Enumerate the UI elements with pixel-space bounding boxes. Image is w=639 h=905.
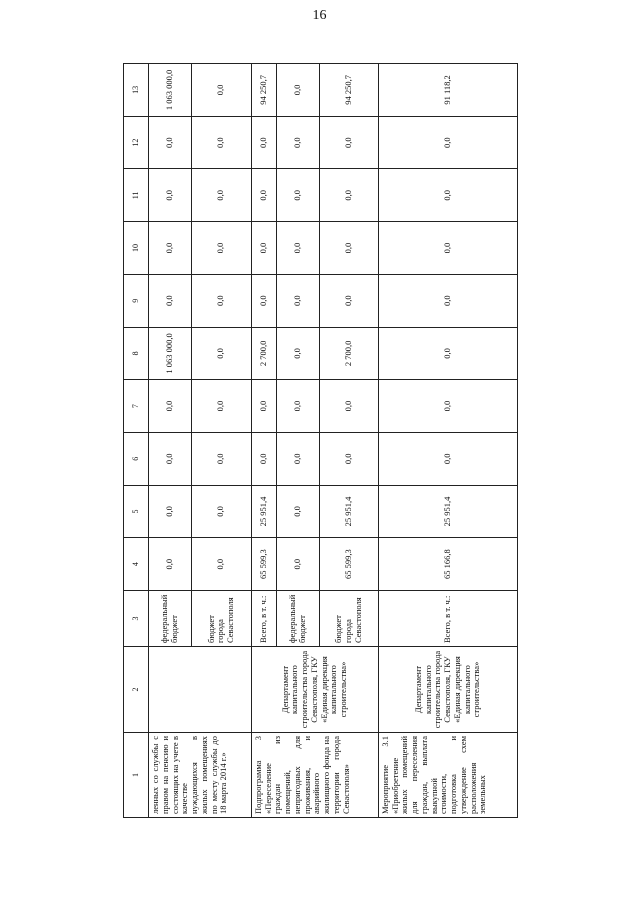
header-cell: 4: [124, 538, 149, 591]
value-cell: 0,0: [277, 116, 319, 169]
header-cell: 9: [124, 274, 149, 327]
value-cell: 0,0: [319, 169, 378, 222]
value-cell: 25 951,4: [378, 485, 517, 538]
value-cell: 1 063 000,0: [149, 327, 192, 380]
executor-cell: Департамент капитального строительства города Севастополя, ГКУ «Единая дирекция капитального строительства»: [378, 647, 517, 733]
value-cell: 0,0: [277, 380, 319, 433]
value-cell: 0,0: [277, 169, 319, 222]
header-cell: 6: [124, 432, 149, 485]
value-cell: 0,0: [378, 380, 517, 433]
value-cell: 0,0: [149, 274, 192, 327]
table-wrapper: [123, 63, 639, 814]
value-cell: 0,0: [191, 274, 251, 327]
header-cell: 12: [124, 116, 149, 169]
value-cell: 65 599,3: [319, 538, 378, 591]
value-cell: 94 250,7: [319, 64, 378, 117]
value-cell: 0,0: [149, 485, 192, 538]
value-cell: 0,0: [378, 274, 517, 327]
header-cell: 2: [124, 647, 149, 733]
value-cell: 0,0: [378, 169, 517, 222]
value-cell: 0,0: [191, 169, 251, 222]
budget-table: [123, 63, 518, 818]
value-cell: 65 166,8: [378, 538, 517, 591]
table-row: [251, 64, 276, 818]
value-cell: 0,0: [319, 274, 378, 327]
value-cell: 65 599,3: [251, 538, 276, 591]
value-cell: 0,0: [191, 432, 251, 485]
value-cell: 0,0: [277, 222, 319, 275]
value-cell: 2 700,0: [251, 327, 276, 380]
value-cell: 0,0: [191, 327, 251, 380]
header-cell: 1: [124, 733, 149, 818]
value-cell: 0,0: [319, 116, 378, 169]
value-cell: 0,0: [149, 380, 192, 433]
value-cell: 0,0: [277, 538, 319, 591]
value-cell: 0,0: [149, 222, 192, 275]
value-cell: 1 063 000,0: [149, 64, 192, 117]
value-cell: 0,0: [378, 432, 517, 485]
item-name-cell: Подпрограмма 3 «Переселение граждан из помещений, непригодных для проживания, и аварийного жилищного фонда на территории города Севастополя»: [251, 733, 378, 818]
value-cell: 0,0: [251, 380, 276, 433]
header-row: [124, 64, 149, 818]
item-name-cell: ленных со службы с правом на пенсию и состоящих на учете в качестве нуждающихся в жилых помещениях по месту службы до 18 марта 2014 г.»: [149, 733, 252, 818]
header-cell: 5: [124, 485, 149, 538]
header-cell: 13: [124, 64, 149, 117]
value-cell: 0,0: [277, 327, 319, 380]
header-cell: 7: [124, 380, 149, 433]
value-cell: 0,0: [149, 432, 192, 485]
funding-source-cell: федеральный бюджет: [277, 591, 319, 647]
funding-source-cell: бюджет города Севастополя: [191, 591, 251, 647]
funding-source-cell: федеральный бюджет: [149, 591, 192, 647]
value-cell: 0,0: [319, 380, 378, 433]
value-cell: 0,0: [378, 222, 517, 275]
value-cell: 0,0: [149, 116, 192, 169]
funding-source-cell: Всего, в т. ч.:: [378, 591, 517, 647]
executor-cell: Департамент капитального строительства города Севастополя, ГКУ «Единая дирекция капитального строительства»: [251, 647, 378, 733]
value-cell: 25 951,4: [319, 485, 378, 538]
value-cell: 0,0: [251, 222, 276, 275]
value-cell: 0,0: [149, 538, 192, 591]
header-cell: 11: [124, 169, 149, 222]
value-cell: 0,0: [277, 432, 319, 485]
funding-source-cell: бюджет города Севастополя: [319, 591, 378, 647]
value-cell: 0,0: [277, 274, 319, 327]
value-cell: 0,0: [277, 485, 319, 538]
table-row: [149, 64, 192, 818]
value-cell: 0,0: [319, 222, 378, 275]
value-cell: 0,0: [191, 380, 251, 433]
value-cell: 0,0: [191, 485, 251, 538]
value-cell: 0,0: [191, 538, 251, 591]
value-cell: 0,0: [251, 169, 276, 222]
funding-source-cell: Всего, в т. ч.:: [251, 591, 276, 647]
executor-cell: [149, 647, 252, 733]
value-cell: 0,0: [319, 432, 378, 485]
value-cell: 0,0: [149, 169, 192, 222]
value-cell: 0,0: [378, 116, 517, 169]
value-cell: 0,0: [191, 222, 251, 275]
value-cell: 0,0: [251, 274, 276, 327]
value-cell: 0,0: [378, 327, 517, 380]
table-row: [378, 64, 517, 818]
value-cell: 91 118,2: [378, 64, 517, 117]
value-cell: 25 951,4: [251, 485, 276, 538]
value-cell: 0,0: [191, 64, 251, 117]
value-cell: 0,0: [277, 64, 319, 117]
rotated-table: [123, 63, 518, 818]
value-cell: 0,0: [191, 116, 251, 169]
value-cell: 0,0: [251, 116, 276, 169]
value-cell: 94 250,7: [251, 64, 276, 117]
header-cell: 3: [124, 591, 149, 647]
item-name-cell: Мероприятие 3.1 «Приобретение жилых помещений для переселения граждан, выплата выкупной стоимости, подготовка и утверждение схем расположения земельных: [378, 733, 517, 818]
page-number: 16: [312, 8, 327, 23]
header-cell: 10: [124, 222, 149, 275]
value-cell: 2 700,0: [319, 327, 378, 380]
header-cell: 8: [124, 327, 149, 380]
value-cell: 0,0: [251, 432, 276, 485]
